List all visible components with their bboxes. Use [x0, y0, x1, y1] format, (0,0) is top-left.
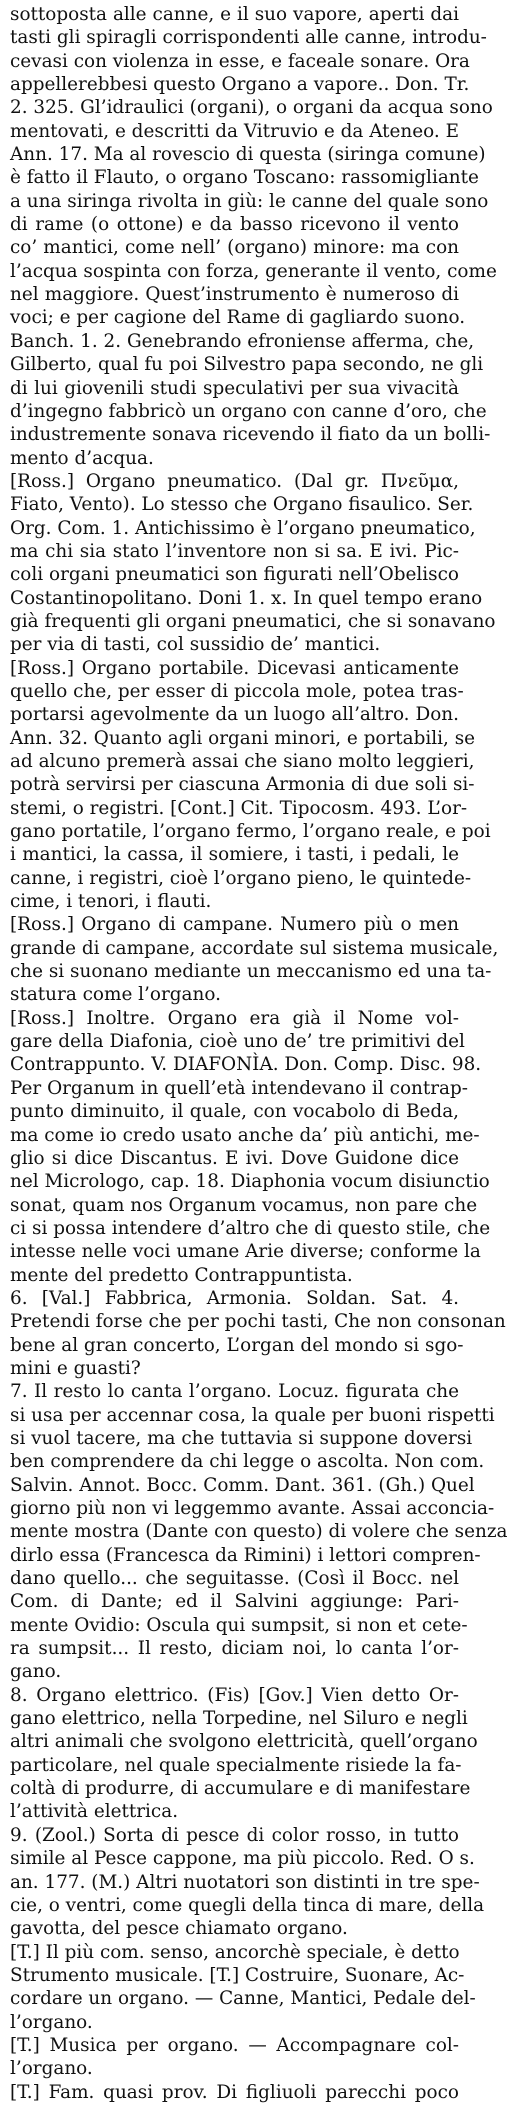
text-line: cordare un organo. — Canne, Mantici, Pedale del-	[10, 1988, 476, 2010]
text-line: cie, o ventri, come quegli della tinca di mare, della	[10, 1894, 485, 1916]
text-line: ra sumpsit... Il resto, diciam noi, lo canta l’or-	[10, 1638, 459, 1660]
text-line: Costantinopolitano. Doni 1. x. In quel tempo erano	[10, 587, 483, 609]
text-line: ad alcuno premerà assai che siano molto leggieri,	[10, 751, 475, 772]
text-line: [T.] Musica per organo. — Accompagnare col-	[10, 2034, 459, 2056]
text-line: nel maggiore. Quest’instrumento è numeroso di	[10, 284, 459, 306]
text-line: altri animali che svolgono elettricità, quell’organo	[10, 1731, 478, 1753]
text-line: ma come io credo usato anche da’ più antichi, me-	[10, 1124, 480, 1146]
text-line: [Ross.] Organo pneumatico. (Dal gr. Πνεῦμα,	[10, 470, 459, 492]
text-line: di rame (o ottone) e da basso ricevono il vento	[10, 214, 459, 236]
text-line: ci si possa intendere d’altro che di questo stile, che	[10, 1217, 491, 1239]
text-line: an. 177. (M.) Altri nuotatori son distinti in tre spe-	[10, 1871, 480, 1893]
text-line: intesse nelle voci umane Arie diverse; conforme la	[10, 1241, 481, 1263]
text-line: 6. [Val.] Fabbrica, Armonia. Soldan. Sat. 4.	[10, 1287, 459, 1309]
text-line: [Ross.] Inoltre. Organo era già il Nome vol-	[10, 1007, 459, 1029]
text-line: grande di campane, accordate sul sistema musicale,	[10, 937, 499, 959]
text-line: [T.] Il più com. senso, ancorchè speciale, è detto	[10, 1941, 460, 1963]
text-line: coltà di produrre, di accumulare e di manifestare	[10, 1778, 471, 1800]
text-line: Strumento musicale. [T.] Costruire, Suonare, Ac-	[10, 1964, 465, 1986]
text-line: stemi, o registri. [Cont.] Cit. Tipocosm. 493. L’or-	[10, 797, 468, 819]
text-line: mento d’acqua.	[10, 447, 154, 469]
text-line: mini e guasti?	[10, 1357, 141, 1379]
text-line: simile al Pesce cappone, ma più piccolo. Red. O s.	[10, 1848, 475, 1870]
text-line: potrà servirsi per ciascuna Armonia di due soli si-	[10, 774, 475, 796]
text-line: ben comprendere da chi legge o ascolta. Non com.	[10, 1451, 485, 1473]
text-line: Per Organum in quell’età intendevano il contrap-	[10, 1077, 468, 1099]
text-line: [Ross.] Organo portabile. Dicevasi anticamente	[10, 657, 459, 679]
text-line: a una siringa rivolta in giù: le canne del quale sono	[10, 190, 489, 212]
text-line: l’organo.	[10, 2011, 93, 2033]
text-line: quello che, per esser di piccola mole, potea tras-	[10, 680, 464, 702]
text-line: cevasi con violenza in esse, e faceale sonare. Ora	[10, 50, 470, 72]
text-line: gano elettrico, nella Torpedine, nel Siluro e negli	[10, 1708, 468, 1730]
text-line: per via di tasti, col sussidio de’ mantici.	[10, 634, 381, 656]
text-line: si usa per accennar cosa, la quale per buoni rispetti	[10, 1404, 495, 1426]
text-line: co’ mantici, come nell’ (organo) minore: ma con	[10, 237, 459, 259]
text-line: gavotta, del pesce chiamato organo.	[10, 1918, 348, 1940]
text-line: Salvin. Annot. Bocc. Comm. Dant. 361. (Gh.) Quel	[10, 1474, 475, 1496]
text-line: mente mostra (Dante con questo) di volere che senza	[10, 1521, 508, 1543]
text-line: gare della Diafonia, cioè uno de’ tre primitivi del	[10, 1031, 465, 1053]
text-line: portarsi agevolmente da un luogo all’altro. Don.	[10, 704, 459, 726]
text-line: Fiato, Vento). Lo stesso che Organo fisaulico. Ser.	[10, 494, 474, 516]
text-line: Banch. 1. 2. Genebrando efroniense afferma, che,	[10, 330, 475, 352]
text-line: è fatto il Flauto, o organo Toscano: rassomigliante	[10, 167, 479, 189]
text-line: nel Micrologo, cap. 18. Diaphonia vocum disiunctio	[10, 1171, 490, 1193]
text-line: glio si dice Discantus. E ivi. Dove Guidone dice	[10, 1147, 459, 1169]
text-line: mente Ovidio: Oscula qui sumpsit, si non et cete-	[10, 1614, 468, 1636]
text-line: industremente sonava ricevendo il fiato da un bolli-	[10, 424, 491, 446]
text-line: Gilberto, qual fu poi Silvestro papa secondo, ne gli	[10, 354, 484, 376]
text-line: si vuol tacere, ma che tuttavia si suppone doversi	[10, 1427, 473, 1449]
text-line: [T.] Fam. quasi prov. Di figliuoli parecchi poco	[10, 2081, 459, 2103]
text-line: [Ross.] Organo di campane. Numero più o men	[10, 914, 459, 936]
text-line: Com. di Dante; ed il Salvini aggiunge: Pari-	[10, 1591, 459, 1613]
text-line: particolare, nel quale specialmente risiede la fa-	[10, 1754, 462, 1776]
text-line: sottoposta alle canne, e il suo vapore, aperti dai	[10, 4, 459, 25]
text-line: mente del predetto Contrappuntista.	[10, 1264, 353, 1286]
text-line: giorno più non vi leggemmo avante. Assai acconcia-	[10, 1498, 495, 1519]
text-line: punto diminuito, il quale, con vocabolo di Beda,	[10, 1101, 459, 1123]
text-line: 9. (Zool.) Sorta di pesce di color rosso, in tutto	[10, 1824, 459, 1846]
text-line: Pretendi forse che per pochi tasti, Che non consonan	[10, 1311, 506, 1333]
text-line: 8. Organo elettrico. (Fis) [Gov.] Vien detto Or-	[10, 1684, 459, 1706]
text-line: di lui giovenili studi speculativi per sua vivacità	[10, 377, 459, 399]
text-line: d’ingegno fabbricò un organo con canne d’oro, che	[10, 400, 487, 422]
text-line: Ann. 32. Quanto agli organi minori, e portabili, se	[10, 727, 476, 749]
text-line: l’acqua sospinta con forza, generante il vento, come	[10, 260, 497, 282]
text-line: voci; e per cagione del Rame di gagliardo suono.	[10, 307, 466, 329]
text-line: gano portatile, l’organo fermo, l’organo reale, e poi	[10, 821, 491, 843]
text-line: i mantici, la cassa, il somiere, i tasti, i pedali, le	[10, 844, 459, 866]
text-line: che si suonano mediante un meccanismo ed una ta-	[10, 961, 492, 983]
text-line: dano quello... che seguitasse. (Così il Bocc. nel	[10, 1568, 459, 1590]
text-line: ma chi sia stato l’inventore non si sa. E ivi. Pic-	[10, 540, 459, 562]
text-line: l’attività elettrica.	[10, 1801, 179, 1823]
text-line: bene al gran concerto, L’organ del mondo si sgo-	[10, 1334, 464, 1356]
text-line: gano.	[10, 1661, 62, 1683]
text-line: Contrappunto. V. DIAFONÌA. Don. Comp. Disc. 98.	[10, 1054, 482, 1076]
text-line: appellerebbesi questo Organo a vapore.. Don. Tr.	[10, 74, 470, 96]
text-line: Ann. 17. Ma al rovescio di questa (siringa comune)	[10, 144, 486, 166]
text-line: cime, i tenori, i flauti.	[10, 891, 212, 913]
text-line: mentovati, e descritti da Vitruvio e da Ateneo. E	[10, 120, 460, 142]
text-line: Org. Com. 1. Antichissimo è l’organo pneumatico,	[10, 517, 476, 539]
text-line: 2. 325. Gl’idraulici (organi), o organi da acqua sono	[10, 97, 493, 119]
text-line: sonat, quam nos Organum vocamus, non pare che	[10, 1194, 478, 1216]
text-line: dirlo essa (Francesca da Rimini) i lettori compren-	[10, 1544, 481, 1566]
text-line: tasti gli spiragli corrispondenti alle canne, introdu-	[10, 27, 487, 49]
text-line: 7. Il resto lo canta l’organo. Locuz. figurata che	[10, 1381, 459, 1403]
text-line: già frequenti gli organi pneumatici, che si sonavano	[10, 610, 496, 632]
text-line: l’organo.	[10, 2058, 93, 2080]
text-line: coli organi pneumatici son figurati nell’Obelisco	[10, 564, 459, 586]
text-line: statura come l’organo.	[10, 984, 221, 1006]
text-line: canne, i registri, cioè l’organo pieno, le quintede-	[10, 867, 472, 889]
